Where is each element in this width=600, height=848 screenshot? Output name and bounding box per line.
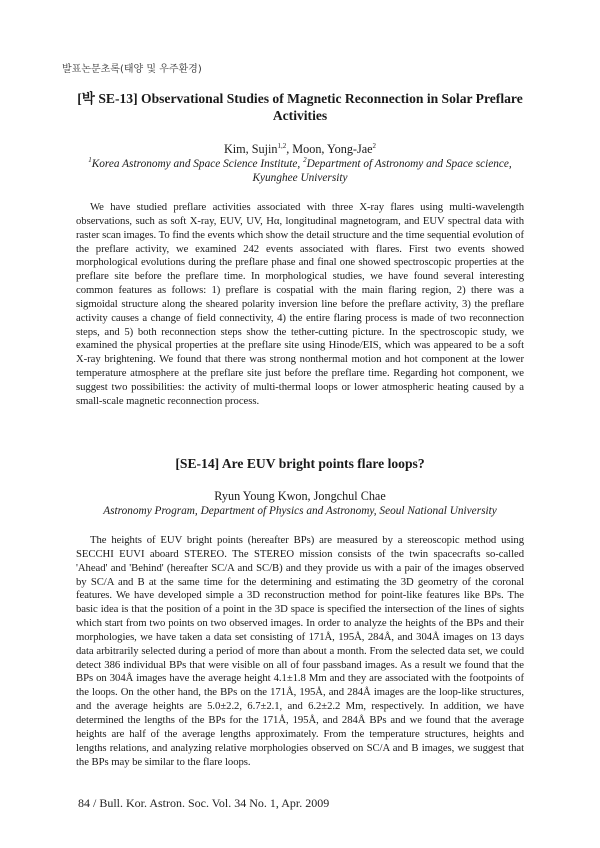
- running-head: 발표논문초록(태양 및 우주환경): [62, 64, 202, 75]
- author-name: Kim, Sujin: [223, 142, 278, 156]
- author-affil-mark: 2: [372, 141, 377, 150]
- paper-affiliation: Astronomy Program, Department of Physics and Astronomy, Seoul National University: [103, 505, 497, 517]
- paper-authors: Ryun Young Kwon, Jongchul Chae: [214, 489, 386, 503]
- affil-text: Department of Astronomy and Space science, Kyunghee University: [252, 158, 512, 184]
- paper-title: [SE-14] Are EUV bright points flare loops?: [175, 456, 425, 471]
- author-separator: ,: [286, 142, 293, 156]
- affil-mark: 1: [88, 156, 92, 165]
- paper-abstract: The heights of EUV bright points (hereafter BPs) are measured by a stereoscopic method using SECCHI EUVI aboard STEREO. The STEREO mission consists of the twin spacecrafts so-called 'Ahead' and 'Behind' (hereafter SC/A and SC/B) and they provide us with a pair of the images observed by SC/A and B at the same time for the determining and estimating the 3D geometry of the coronal features. We have developed simple a 3D reconstruction method for point-like features like BPs. The basic idea is that the position of a point in the 3D space is specified the intersection of the lines of sights which start from two points on two observed images. In order to analyze the heights of the BPs and their morphologies, we have taken a data set consisting of 171Å, 195Å, 284Å, and 304Å images on 13 days data arbitrarily selected during a period of more than about a month. From the selected data set, we could detect 386 individual BPs that were visible on all of four passband images. As a result we found that the BPs on 304Å images have the average height 4.1±1.8 Mm and they are associated with the footpoints of the loops. On the other hand, the BPs on the 171Å, 195Å, and 284Å images are the loop-like structures, and the average heights are 5.0±2.2, 6.7±2.1, and 6.2±2.2 Mm, respectively. In addition, we have determined the lengths of the BPs for the 171Å, 195Å, and 284Å BPs and we found that the average heights are half of the average lengths approximately. From the temperature structures, heights and lengths relations, and analyzing relative morphologies observed on SC/A and B images, we suggest that the BPs may be similar to the flare loops.: [76, 534, 524, 768]
- affil-mark: 2: [303, 156, 307, 165]
- paper-abstract: We have studied preflare activities associated with three X-ray flares using multi-wavelength observations, such as soft X-ray, EUV, UV, Hα, longitudinal magnetogram, and EUV spectral data with raster scan images. To find the events which show the detail structure and the time sequential evolution of the preflare activity, we examined 242 events associated with flares. First two events showed morphological evolutions during the preflare phase and final one showed spectroscopic properties at the preflare site before the preflare time. In morphological studies, we have found several interesting common features as follows: 1) preflare is cospatial with the main flaring region, 2) there was a sigmoidal structure along the sheared polarity inversion line before the preflare activity, 3) the preflare activity causes a change of field connectivity, 4) the entire flaring process is made of two reconnection steps, and 5) both reconnection steps show the tether-cutting picture. In the spectroscopic study, we examined the physical properties at the preflare site using Hinode/EIS, which was appeared to be a soft X-ray brightening. We found that there was strong nonthermal motion and hot component at the lower temperature atmosphere at the preflare site just before the preflare time. Regarding hot component, we suggest two possibilities: the activity of multi-thermal loops or lower atmospheric heating caused by a small-scale magnetic reconnection process.: [76, 201, 524, 407]
- page-footer: 84 / Bull. Kor. Astron. Soc. Vol. 34 No. 1, Apr. 2009: [78, 796, 330, 810]
- author-name: Moon, Yong-Jae: [292, 142, 373, 156]
- affil-text: Korea Astronomy and Space Science Institute,: [91, 158, 304, 170]
- paper-authors: [76, 142, 524, 157]
- paper-title: [박 SE-13] Observational Studies of Magnetic Reconnection in Solar Preflare Activities: [77, 91, 523, 123]
- author-affil-mark: 1,2: [277, 141, 287, 150]
- paper-affiliation: [76, 157, 524, 185]
- paper-se-14: [76, 455, 524, 769]
- paper-se-13: [76, 90, 524, 409]
